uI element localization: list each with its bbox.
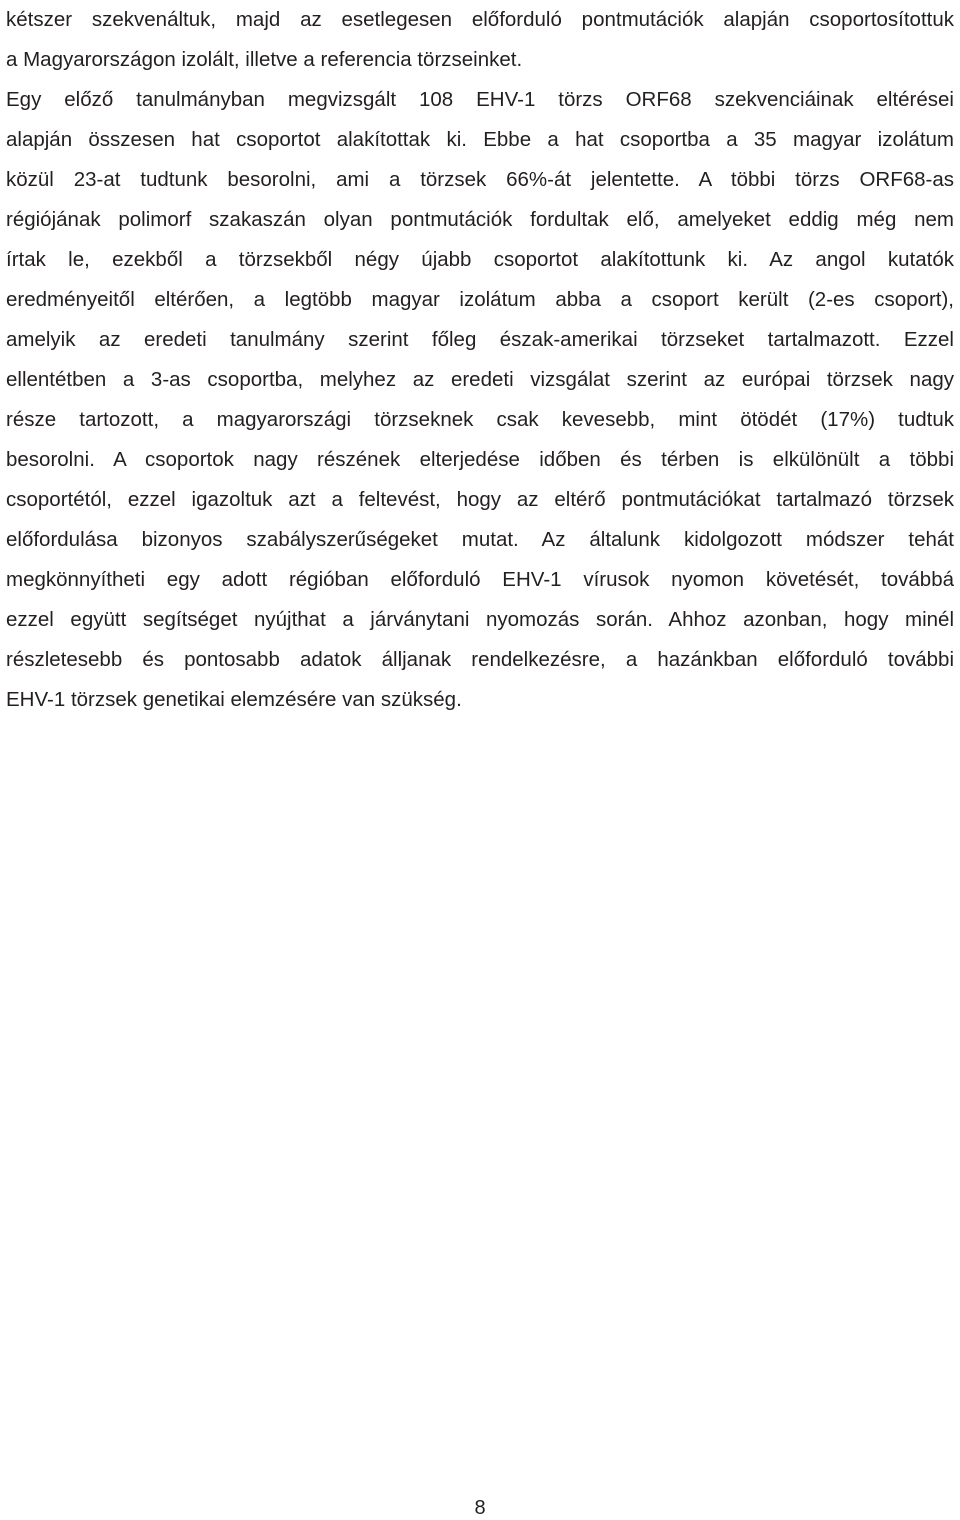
text-line: amelyik az eredeti tanulmány szerint főleg észak-amerikai törzseket tartalmazott. Ezzel	[6, 328, 954, 351]
text-line: írtak le, ezekből a törzsekből négy újabb csoportot alakítottunk ki. Az angol kutatók	[6, 248, 954, 271]
text-line: régiójának polimorf szakaszán olyan pontmutációk fordultak elő, amelyeket eddig még nem	[6, 208, 954, 231]
text-line: Egy előző tanulmányban megvizsgált 108 EHV-1 törzs ORF68 szekvenciáinak eltérései	[6, 88, 954, 111]
text-line: EHV-1 törzsek genetikai elemzésére van szükség.	[6, 688, 462, 711]
page-number: 8	[474, 1497, 486, 1519]
text-line: előfordulása bizonyos szabályszerűségeket mutat. Az általunk kidolgozott módszer tehát	[6, 528, 954, 551]
text-line: besorolni. A csoportok nagy részének elterjedése időben és térben is elkülönült a többi	[6, 448, 954, 471]
text-line: része tartozott, a magyarországi törzseknek csak kevesebb, mint ötödét (17%) tudtuk	[6, 408, 954, 431]
text-line: részletesebb és pontosabb adatok álljanak rendelkezésre, a hazánkban előforduló további	[6, 648, 954, 671]
text-line: eredményeitől eltérően, a legtöbb magyar izolátum abba a csoport került (2-es csoport),	[6, 288, 954, 311]
text-line: megkönnyítheti egy adott régióban előforduló EHV-1 vírusok nyomon követését, továbbá	[6, 568, 954, 591]
text-line: ezzel együtt segítséget nyújthat a járványtani nyomozás során. Ahhoz azonban, hogy minél	[6, 608, 954, 631]
text-line: a Magyarországon izolált, illetve a referencia törzseinket.	[6, 48, 523, 71]
text-line: csoportétól, ezzel igazoltuk azt a feltevést, hogy az eltérő pontmutációkat tartalmazó törzsek	[6, 488, 954, 511]
body-text	[6, 0, 954, 720]
text-line: kétszer szekvenáltuk, majd az esetlegesen előforduló pontmutációk alapján csoportosítottuk	[6, 8, 954, 31]
text-line: közül 23-at tudtunk besorolni, ami a törzsek 66%-át jelentette. A többi törzs ORF68-as	[6, 168, 954, 191]
text-line: alapján összesen hat csoportot alakítottak ki. Ebbe a hat csoportba a 35 magyar izolátum	[6, 128, 954, 151]
text-line: ellentétben a 3-as csoportba, melyhez az eredeti vizsgálat szerint az európai törzsek nagy	[6, 368, 954, 391]
